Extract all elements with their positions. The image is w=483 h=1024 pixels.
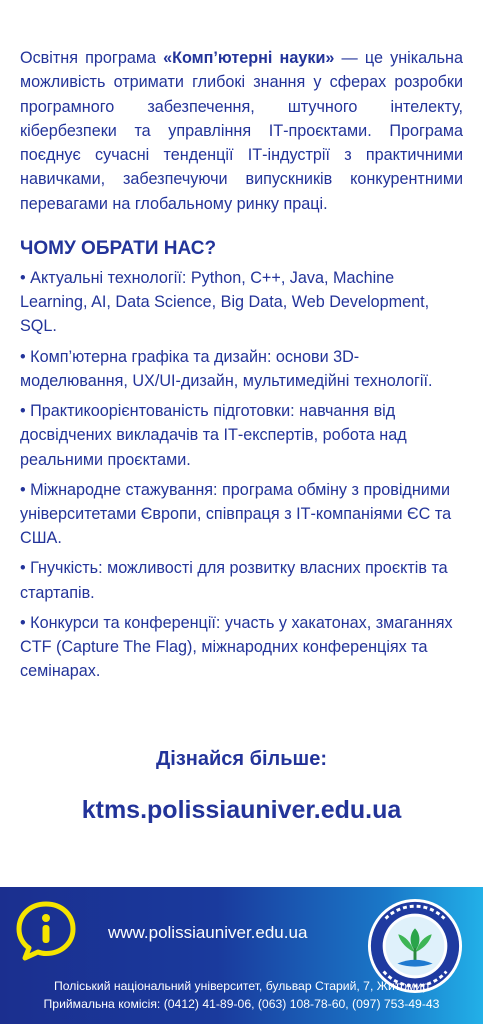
university-address: Поліський національний університет, бульвар Старий, 7, Житомир bbox=[54, 979, 429, 993]
university-website-link[interactable]: www.polissiauniver.edu.ua bbox=[108, 923, 308, 942]
benefit-item: • Міжнародне стажування: програма обміну з провідними університетами Європи, співпраця з ІТ-компаніями ЄС та США. bbox=[20, 480, 452, 548]
benefit-item: • Конкурси та конференції: участь у хакатонах, змаганнях CTF (Capture The Flag), міжнародних конференціях та семінарах. bbox=[20, 613, 453, 681]
intro-paragraph bbox=[20, 46, 463, 216]
footer bbox=[0, 887, 483, 1024]
benefit-item: • Комп’ютерна графіка та дизайн: основи 3D-моделювання, UX/UI-дизайн, мультимедійні технології. bbox=[20, 347, 433, 390]
main-content bbox=[20, 46, 463, 689]
learn-more-heading: Дізнайся більше: bbox=[156, 748, 327, 770]
benefit-item: • Актуальні технології: Python, C++, Java, Machine Learning, AI, Data Science, Big Data, Web Development, SQL. bbox=[20, 269, 430, 336]
benefit-item: • Гнучкість: можливості для розвитку власних проєктів та стартапів. bbox=[20, 559, 448, 602]
admissions-phones: Приймальна комісія: (0412) 41-89-06, (063) 108-78-60, (097) 753-49-43 bbox=[43, 997, 440, 1011]
benefits-list bbox=[20, 266, 463, 683]
intro-after: — це унікальна можливість отримати глибокі знання у сферах розробки програмного забезпечення, штучного інтелекту, кібербезпеки та управління ІТ-проєктами. Програма поєднує сучасні тенденції ІТ-індустрії з практичними навичками, забезпечуючи випускників конкурентними перевагами на глобальному ринку праці. bbox=[20, 49, 463, 213]
intro-before: Освітня програма bbox=[20, 49, 164, 67]
benefit-item: • Практикоорієнтованість підготовки: навчання від досвідчених викладачів та ІТ-експертів, робота над реальними проєктами. bbox=[20, 402, 407, 469]
program-name: «Комп’ютерні науки» bbox=[163, 49, 335, 67]
info-icon bbox=[14, 899, 78, 963]
program-website-link[interactable]: ktms.polissiauniver.edu.ua bbox=[81, 796, 402, 824]
why-us-heading: ЧОМУ ОБРАТИ НАС? bbox=[20, 238, 217, 260]
